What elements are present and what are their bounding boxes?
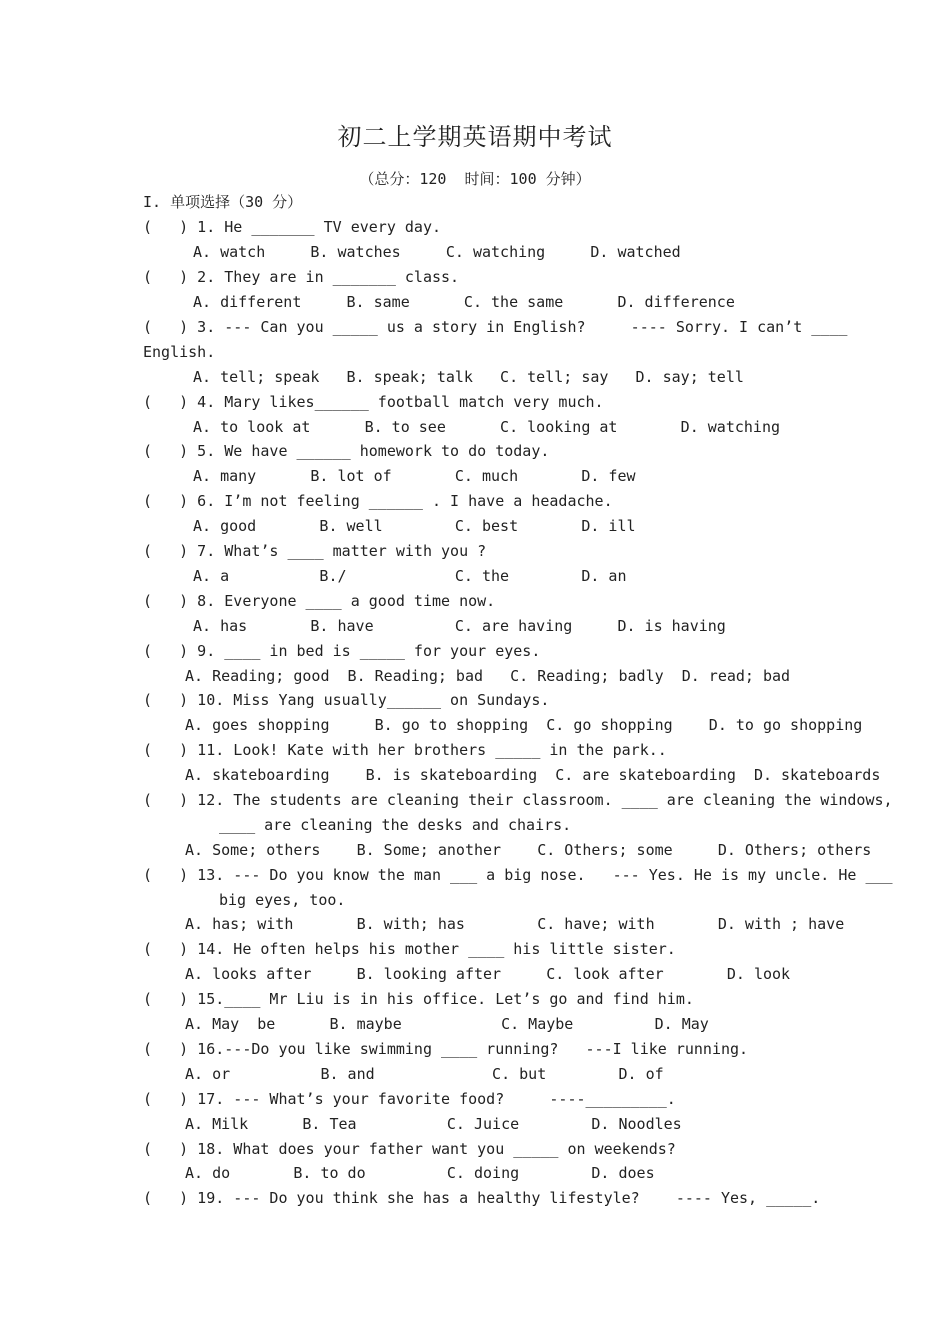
question-line: ( ) 5. We have ______ homework to do today. bbox=[143, 442, 550, 460]
options-line: A. or B. and C. but D. of bbox=[185, 1065, 664, 1083]
question-line: ( ) 11. Look! Kate with her brothers _____ in the park.. bbox=[143, 741, 667, 759]
options-line: A. skateboarding B. is skateboarding C. are skateboarding D. skateboards bbox=[185, 766, 881, 784]
question-line: ( ) 16.---Do you like swimming ____ running? ---I like running. bbox=[143, 1040, 749, 1058]
options-line: A. good B. well C. best D. ill bbox=[193, 517, 636, 535]
question-continuation: big eyes, too. bbox=[219, 891, 346, 909]
options-line: A. many B. lot of C. much D. few bbox=[193, 467, 636, 485]
exam-info: （总分：120 时间：100 分钟） bbox=[359, 170, 591, 188]
options-line: A. do B. to do C. doing D. does bbox=[185, 1164, 655, 1182]
question-line: ( ) 15.____ Mr Liu is in his office. Let’s go and find him. bbox=[143, 990, 694, 1008]
question-continuation: ____ are cleaning the desks and chairs. bbox=[219, 816, 572, 834]
question-continuation: English. bbox=[143, 343, 216, 361]
options-line: A. Some; others B. Some; another C. Others; some D. Others; others bbox=[185, 841, 872, 859]
question-line: ( ) 12. The students are cleaning their classroom. ____ are cleaning the windows, bbox=[143, 791, 893, 809]
options-line: A. Reading; good B. Reading; bad C. Reading; badly D. read; bad bbox=[185, 667, 791, 685]
options-line: A. to look at B. to see C. looking at D. watching bbox=[193, 418, 780, 436]
options-line: A. Milk B. Tea C. Juice D. Noodles bbox=[185, 1115, 682, 1133]
question-line: ( ) 10. Miss Yang usually______ on Sundays. bbox=[143, 691, 550, 709]
question-line: ( ) 14. He often helps his mother ____ his little sister. bbox=[143, 940, 676, 958]
question-line: ( ) 18. What does your father want you _____ on weekends? bbox=[143, 1140, 676, 1158]
question-line: ( ) 4. Mary likes______ football match very much. bbox=[143, 393, 604, 411]
options-line: A. watch B. watches C. watching D. watched bbox=[193, 243, 681, 261]
question-line: ( ) 3. --- Can you _____ us a story in English? ---- Sorry. I can’t ____ bbox=[143, 318, 848, 336]
question-line: ( ) 2. They are in _______ class. bbox=[143, 268, 460, 286]
question-line: ( ) 13. --- Do you know the man ___ a big nose. --- Yes. He is my uncle. He ___ bbox=[143, 866, 893, 884]
options-line: A. May be B. maybe C. Maybe D. May bbox=[185, 1015, 709, 1033]
question-line: ( ) 8. Everyone ____ a good time now. bbox=[143, 592, 496, 610]
options-line: A. different B. same C. the same D. difference bbox=[193, 293, 735, 311]
options-line: A. tell; speak B. speak; talk C. tell; say D. say; tell bbox=[193, 368, 744, 386]
question-line: ( ) 7. What’s ____ matter with you ? bbox=[143, 542, 487, 560]
question-line: ( ) 19. --- Do you think she has a healthy lifestyle? ---- Yes, _____. bbox=[143, 1189, 821, 1207]
section-heading: I. 单项选择（30 分） bbox=[143, 193, 303, 211]
question-line: ( ) 1. He _______ TV every day. bbox=[143, 218, 442, 236]
options-line: A. has B. have C. are having D. is having bbox=[193, 617, 726, 635]
options-line: A. a B./ C. the D. an bbox=[193, 567, 627, 585]
options-line: A. goes shopping B. go to shopping C. go shopping D. to go shopping bbox=[185, 716, 863, 734]
page-title: 初二上学期英语期中考试 bbox=[337, 123, 613, 151]
question-line: ( ) 9. ____ in bed is _____ for your eyes. bbox=[143, 642, 541, 660]
options-line: A. looks after B. looking after C. look after D. look bbox=[185, 965, 791, 983]
question-line: ( ) 17. --- What’s your favorite food? ----_________. bbox=[143, 1090, 676, 1108]
question-line: ( ) 6. I’m not feeling ______ . I have a headache. bbox=[143, 492, 613, 510]
options-line: A. has; with B. with; has C. have; with D. with ; have bbox=[185, 915, 845, 933]
